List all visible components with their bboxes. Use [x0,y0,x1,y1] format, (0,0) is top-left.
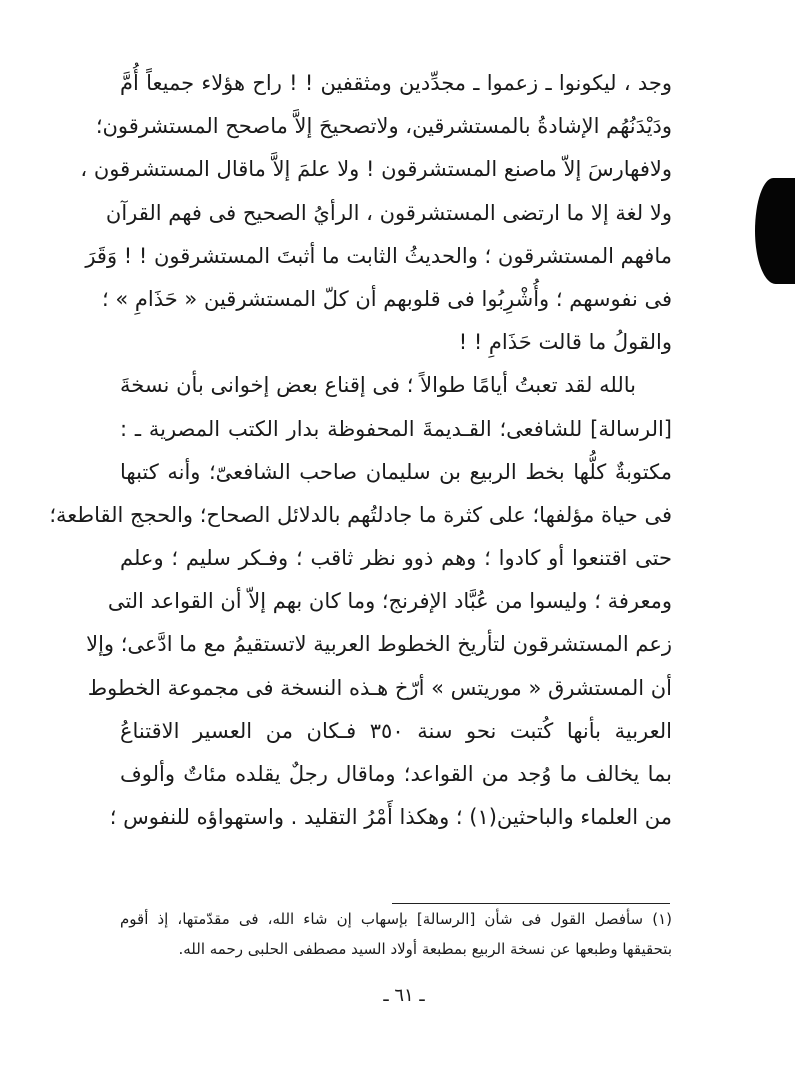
footnote-line: بتحقيقها وطبعها عن نسخة الربيع بمطبعة أولاد السيد مصطفى الحلبى رحمه الله. [178,940,672,958]
text-line: ولا لغة إلا ما ارتضى المستشرقون ، الرأيُ الصحيح فى فهم القرآن [105,200,672,225]
text-line: فى نفوسهم ؛ وأُشْرِبُوا فى قلوبهم أن كلّ المستشرقين « حَذَامِ » ؛ [102,286,672,311]
text-line: [الرسالة] للشافعى؛ القـديمةَ المحفوظة بدار الكتب المصرية ـ : [120,416,672,441]
text-line: ومعرفة ؛ وليسوا من عُبَّاد الإفرنج؛ وما كان بهم إلاّ أن القواعد التى [107,589,672,614]
text-line: مكتوبةٌ كلُّها بخط الربيع بن سليمان صاحب الشافعىّ؛ وأنه كتبها [120,459,672,484]
text-line: من العلماء والباحثين(١) ؛ وهكذا أَمْرُ التقليد . واستهواؤه للنفوس ؛ [109,805,672,830]
text-line: والقولُ ما قالت حَذَامِ ! ! [458,330,672,355]
text-line: زعم المستشرقون لتأريخ الخطوط العربية لاتستقيمُ مع ما ادَّعى؛ وإلا [86,632,672,657]
text-line: حتى اقتنعوا أو كادوا ؛ وهم ذوو نظر ثاقب ؛ وفـكر سليم ؛ وعلم [120,546,672,571]
body-text [49,62,672,839]
text-line: بما يخالف ما وُجد من القواعد؛ وماقال رجلٌ يقلده مئاتٌ وألوف [120,762,672,786]
footnotes [120,904,672,964]
text-line: وجد ، ليكونوا ـ زعموا ـ مجدِّدين ومثقفين ! ! راح هؤلاء جميعاً أُمَّ [120,71,672,95]
text-line: مافهم المستشرقون ؛ والحديثُ الثابت ما أثبتَ المستشرقون ! ! وَقَرَ [85,243,672,268]
text-line: ولافهارسَ إلاّ ماصنع المستشرقون ! ولا علمَ إلاَّ ماقال المستشرقون ، [80,157,672,182]
page-number: ـ ٦١ ـ [383,985,425,1006]
text-line: العربية بأنها كُتبت نحو سنة ٣٥٠ فـكان من العسير الاقتناعُ [120,718,672,743]
footnote-line: (١) سأفصل القول فى شأن [الرسالة] بإسهاب إن شاء الله، فى مقدّمتها، إذ أقوم [120,910,672,928]
text-line: ودَيْدَنُهُم الإشادةُ بالمستشرقين، ولاتصحيحَ إلاَّ ماصحح المستشرقون؛ [95,114,672,139]
text-line: فى حياة مؤلفها؛ على كثرة ما جادلتُهم بالدلائل الصحاح؛ والحجج القاطعة؛ [49,502,672,527]
binding-shadow [755,178,795,284]
text-line: أن المستشرق « موريتس » أرّخ هـذه النسخة فى مجموعة الخطوط [87,675,672,700]
paragraph-start-line: بالله لقد تعبتُ أيامًا طوالاً ؛ فى إقناع بعض إخوانى بأن نسخةَ [120,373,636,398]
